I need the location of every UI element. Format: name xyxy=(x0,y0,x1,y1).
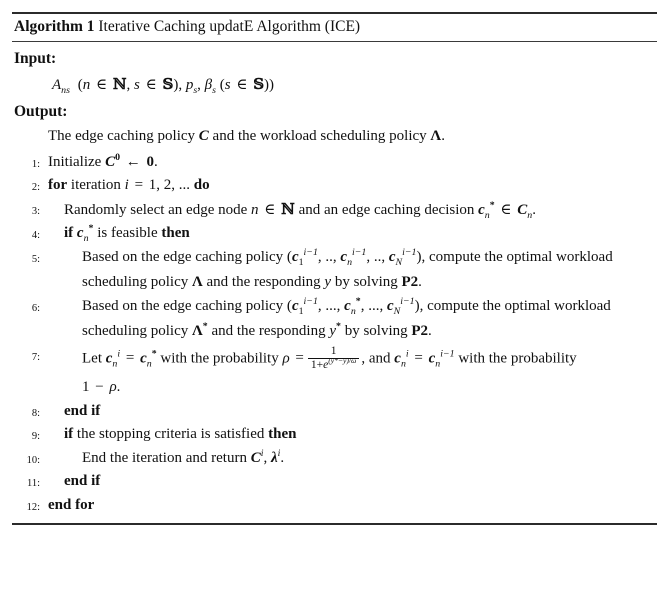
step-row xyxy=(12,151,657,175)
algorithm-block xyxy=(12,12,657,525)
step-number: 6: xyxy=(31,302,40,314)
step-content: for iteration i = 1, 2, ... do xyxy=(48,177,210,194)
algorithm-title xyxy=(12,14,657,38)
step-row xyxy=(12,423,657,447)
algorithm-label: Algorithm 1 xyxy=(14,18,95,35)
step-row xyxy=(12,494,657,518)
step-number: 4: xyxy=(31,230,40,242)
step-number: 1: xyxy=(31,158,40,170)
step-number: 11: xyxy=(26,478,40,490)
step-number: 2: xyxy=(31,182,40,194)
step-row xyxy=(12,174,657,198)
step-content: Based on the edge caching policy ($c_1^{i-1}$, .., $c_n^{i-1}$, .., $c_N^{i-1}$), compute the optimal workload scheduling policy Λ and the responding y by solving P2. xyxy=(82,246,613,291)
step-keyword-end-if: end if xyxy=(64,473,101,490)
algorithm-title-text: Iterative Caching updatE Algorithm (ICE) xyxy=(98,18,361,35)
step-number: 12: xyxy=(26,501,40,513)
input-header: Input: xyxy=(14,50,57,68)
step-row xyxy=(12,246,657,295)
step-row xyxy=(12,198,657,223)
step-row xyxy=(12,344,657,400)
step-number: 10: xyxy=(26,454,40,466)
step-number: 7: xyxy=(31,351,40,363)
step-number: 3: xyxy=(31,205,40,217)
step-row xyxy=(12,400,657,424)
step-content: if the stopping criteria is satisfied then xyxy=(64,426,297,443)
step-content: Initialize $C^0$ ← 0. xyxy=(48,151,158,170)
step-number: 8: xyxy=(31,407,40,419)
step-row xyxy=(12,447,657,471)
step-content xyxy=(46,496,657,516)
step-content: End the iteration and return $C^i$, $\lambda^i$. xyxy=(82,447,285,466)
rule-bottom xyxy=(12,523,657,525)
step-keyword-end-for: end for xyxy=(48,496,95,513)
step-content xyxy=(46,472,657,492)
step-content: if $c_n^*$ is feasible then xyxy=(64,223,190,245)
step-content: Randomly select an edge node n ∈ ℕ and an edge caching decision $c_n^*$ ∈ $C_n$. xyxy=(64,199,536,221)
step-number: 9: xyxy=(31,431,40,443)
step-row xyxy=(12,222,657,246)
input-arguments: $A_{ns}$ (n ∈ ℕ, s ∈ 𝕊), $p_s$, $\beta_s$ (s ∈ 𝕊)) xyxy=(52,75,275,97)
algorithm-body xyxy=(12,42,657,517)
step-content xyxy=(46,402,657,422)
output-header: Output: xyxy=(14,103,68,121)
step-content: Let $c_n^i = c_n^*$ with the probability ρ = $\frac{1}{1+e^{(y*-y)/\omega}}$ , and $c_n^i = c_n^{i-1}$ with the probability 1 − ρ. xyxy=(82,344,577,396)
step-row xyxy=(12,470,657,494)
step-number: 5: xyxy=(31,253,40,265)
step-keyword-end-if: end if xyxy=(64,402,101,419)
step-content: Based on the edge caching policy ($c_1^{i-1}$, ..., $c_n^*$, ..., $c_N^{i-1}$), compute the optimal workload scheduling policy Λ* and the responding y* by solving P2. xyxy=(82,295,611,340)
output-description: The edge caching policy C and the workload scheduling policy Λ. xyxy=(48,128,445,145)
step-row xyxy=(12,295,657,344)
